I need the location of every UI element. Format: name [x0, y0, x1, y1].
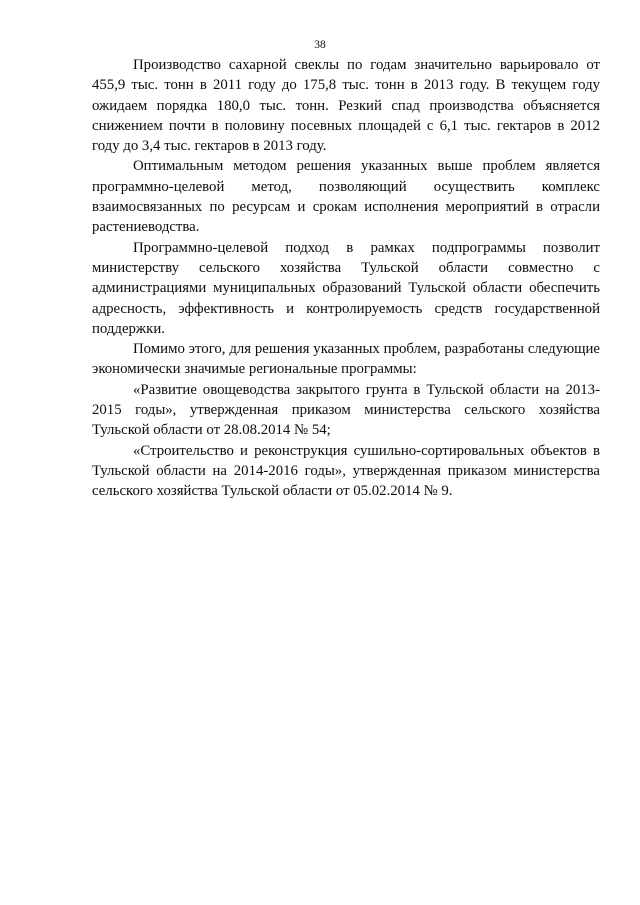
paragraph-greenhouse-vegetables-program: «Развитие овощеводства закрытого грунта в Тульской области на 2013-2015 годы», утвержденная приказом министерства сельского хозяйства Тульской области от 28.08.2014 № 54; [92, 381, 600, 439]
paragraph-optimal-method: Оптимальным методом решения указанных выше проблем является программно-целевой метод, позволяющий осуществить комплекс взаимосвязанных по ресурсам и срокам исполнения мероприятий в отрасли растениеводства. [92, 158, 600, 236]
document-body [92, 55, 600, 502]
page-number: 38 [314, 39, 326, 51]
paragraph-drying-sorting-program: «Строительство и реконструкция сушильно-сортировальных объектов в Тульской области на 2014-2016 годы», утвержденная приказом министерства сельского хозяйства Тульской области от 05.02.2014 № 9. [92, 442, 600, 500]
paragraph-program-approach: Программно-целевой подход в рамках подпрограммы позволит министерству сельского хозяйства Тульской области совместно с администрациями муниципальных образований Тульской области обеспечить адресность, эффективность и контролируемость средств государственной поддержки. [92, 239, 600, 337]
paragraph-sugar-beet-production: Производство сахарной свеклы по годам значительно варьировало от 455,9 тыс. тонн в 2011 году до 175,8 тыс. тонн в 2013 году. В текущем году ожидаем порядка 180,0 тыс. тонн. Резкий спад производства объясняется снижением почти в половину посевных площадей с 6,1 тыс. гектаров в 2012 году до 3,4 тыс. гектаров в 2013 году. [92, 57, 600, 155]
paragraph-regional-programs-intro: Помимо этого, для решения указанных проблем, разработаны следующие экономически значимые региональные программы: [92, 341, 600, 378]
